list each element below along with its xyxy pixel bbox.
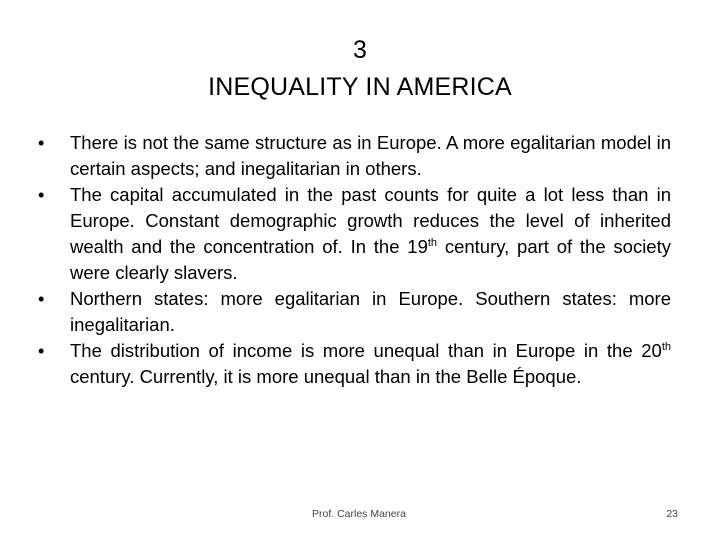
bullet-item bbox=[38, 286, 671, 338]
bullet-marker: • bbox=[38, 289, 45, 309]
bullet-item bbox=[38, 130, 671, 182]
bullet-item bbox=[38, 338, 671, 390]
ordinal-superscript: th bbox=[661, 341, 671, 353]
bullet-text bbox=[70, 288, 671, 335]
bullet-item bbox=[38, 182, 671, 286]
page-number: 23 bbox=[666, 508, 678, 520]
slide-title bbox=[0, 32, 720, 106]
bullet-text bbox=[70, 340, 671, 387]
bullet-text bbox=[70, 184, 671, 283]
bullet-text-segment: Northern states: more egalitarian in Europe. Southern states: more inegalitarian. bbox=[70, 288, 671, 335]
ordinal-superscript: th bbox=[427, 237, 438, 249]
bullet-text-segment: There is not the same structure as in Europe. A more egalitarian model in certain aspects; and inegalitarian in others. bbox=[70, 132, 671, 179]
bullet-list bbox=[38, 130, 671, 390]
bullet-text-segment: century. Currently, it is more unequal than in the Belle Époque. bbox=[70, 366, 582, 387]
bullet-text bbox=[70, 132, 671, 179]
bullet-marker: • bbox=[38, 185, 45, 205]
bullet-text-segment: The capital accumulated in the past counts for quite a lot less than in Europe. Constant demographic growth reduces the level of inherited wealth and the concentration of. In the 19 bbox=[70, 184, 671, 257]
footer-author: Prof. Carles Manera bbox=[312, 508, 406, 520]
bullet-marker: • bbox=[38, 133, 45, 153]
bullet-text-segment: century, part of the society were clearly slavers. bbox=[70, 236, 671, 283]
title-number: 3 bbox=[352, 36, 368, 64]
title-heading: INEQUALITY IN AMERICA bbox=[208, 73, 512, 101]
bullet-marker: • bbox=[38, 341, 45, 361]
bullet-text-segment: The distribution of income is more unequal than in Europe in the 20 bbox=[70, 340, 662, 361]
